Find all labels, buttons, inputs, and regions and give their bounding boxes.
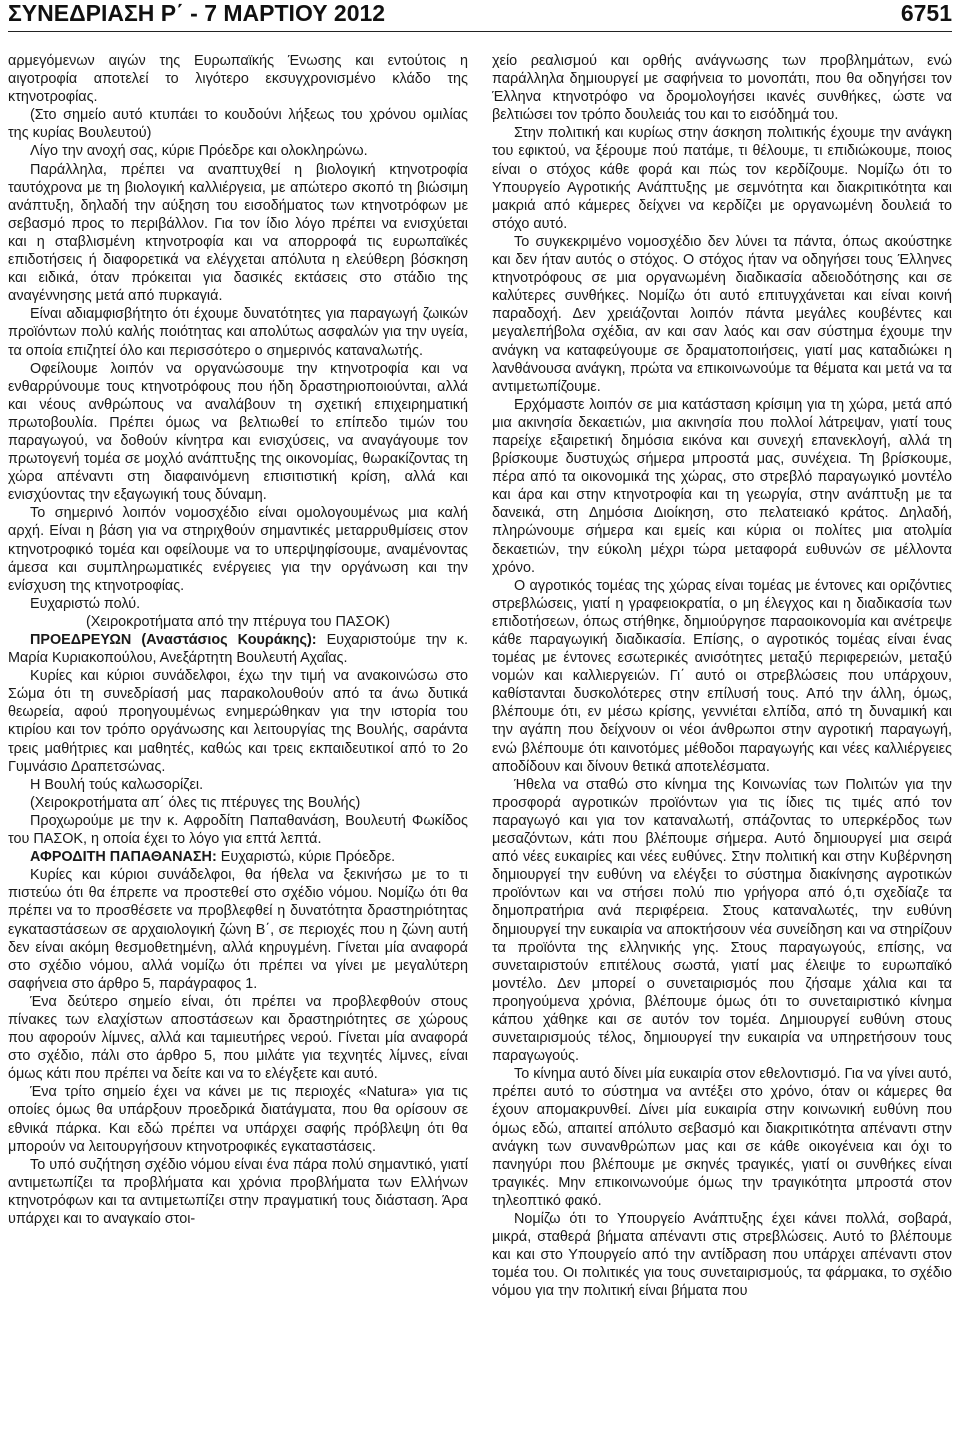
speech-text: Ευχαριστώ, κύριε Πρόεδρε. xyxy=(216,849,396,866)
paragraph: Οφείλουμε λοιπόν να οργανώσουμε την κτηνοτροφία και να ενθαρρύνουμε τους κτηνοτρόφους που ήδη δραστηριοποιούνται, αλλά και νέους ανθρώπους να αναλάβουν τη σχετική επιχειρηματική πρωτοβουλία. Πρέπει όμως να βελτιωθεί το επίπεδο τιμών του παραγωγού, να δοθούν κίνητρα και ενισχύσεις, να αναγάγουμε τον πρωτογενή τομέα σε μοχλό ανάπτυξης της οικονομίας, θωρακίζοντας τη χώρα απέναντι στη διαφαινόμενη επισιτιστική κρίση, αλλά και ενισχύοντας την εξαγωγική τους δύναμη. xyxy=(8,360,468,504)
right-column xyxy=(492,52,952,1434)
paragraph: Η Βουλή τούς καλωσορίζει. xyxy=(30,776,204,793)
paragraph: χείο ρεαλισμού και ορθής ανάγνωσης των προβλημάτων, ενώ παράλληλα δημιουργεί με σαφήνεια το μονοπάτι, που θα οδηγήσει τον Έλληνα κτηνοτρόφο να δρομολογήσει ικανές συνθήκες, ώστε να βελτιώσει τον τρόπο δουλειάς του και το εισόδημά του. xyxy=(492,53,952,124)
speaker-name: ΠΡΟΕΔΡΕΥΩΝ (Αναστάσιος Κουράκης): xyxy=(30,632,317,648)
paragraph: Ένα δεύτερο σημείο είναι, ότι πρέπει να προβλεφθούν στους πίνακες των ελαχίστων αποστάσεων και δραστηριότητες σε χώρους που αφορούν λίμνες, αλλά και ταμιευτήρες νερού. Γίνεται μία αναφορά στο σχέδιο, πάλι στο άρθρο 5, που μιλάτε για τεχνητές λίμνες, είναι όμως κάτι που πρέπει να δείτε και να το ελέγξετε και αυτό. xyxy=(8,993,468,1083)
paragraph: Το κίνημα αυτό δίνει μία ευκαιρία στον εθελοντισμό. Για να γίνει αυτό, πρέπει αυτό το σύστημα να αντέξει στο χρόνο, όταν οι κάμερες θα έχουν απομακρυνθεί. Δίνει μία ευκαιρία στην κοινωνική ευθύνη που όμως εδώ, απαιτεί απόλυτο σεβασμό και διακριτικότητα απέναντι στην ανάγκη των συνανθρώπων μας και σε κάθε οικογένεια και όχι το πανηγύρι που βλέπουμε με σκηνές τραγικές, γιατί οι συνθήκες είναι τραγικές. Μην επικοινωνούμε όμως την τραγικότητα μπροστά στον τηλεοπτικό φακό. xyxy=(492,1066,952,1209)
paragraph: Νομίζω ότι το Υπουργείο Ανάπτυξης έχει κάνει πολλά, σοβαρά, μικρά, σταθερά βήματα απέναντι στις στρεβλώσεις. Αυτό το βλέπουμε και και στο Υπουργείο από την αντίδραση που υπάρχει απέναντι στον τομέα του. Οι πολιτικές για τους συνεταιρισμούς, τα φάρμακα, το σχέδιο νόμου για την πολιτική είναι βήματα που xyxy=(492,1211,952,1300)
left-column xyxy=(8,52,468,1434)
speaker-paragraph xyxy=(8,631,468,667)
paragraph: Ευχαριστώ πολύ. xyxy=(30,595,141,612)
paragraph: Λίγο την ανοχή σας, κύριε Πρόεδρε και ολοκληρώνω. xyxy=(30,143,368,160)
paragraph: Στην πολιτική και κυρίως στην άσκηση πολιτικής έχουμε την ανάγκη του εφικτού, να ξέρουμε πού πατάμε, τι θέλουμε, τι επιδιώκουμε, ποιος είναι ο στόχος κάθε φορά και πώς τον κερδίζουμε. Νομίζω ότι το Υπουργείο Αγροτικής Ανάπτυξης με σεμνότητα και διακριτικότητα και μακριά από κάμερες δείχνει να κερδίζει με οργανωμένη δουλειά το στόχο αυτό. xyxy=(492,125,952,232)
paragraph: Το σημερινό λοιπόν νομοσχέδιο είναι ομολογουμένως μια καλή αρχή. Είναι η βάση για να στηριχθούν σημαντικές μεταρρυθμίσεις στον κτηνοτροφικό τομέα και οφείλουμε να το υπερψηφίσουμε, αναμένοντας άμεσα και συμπληρωματικές ενέργειες για την οργάνωση και την ενίσχυση της κτηνοτροφίας. xyxy=(8,505,468,594)
paragraph: Κυρίες και κύριοι συνάδελφοι, έχω την τιμή να ανακοινώσω στο Σώμα ότι τη συνεδρίασή μας παρακολουθούν από τα άνω δυτικά θεωρεία, αφού προηγουμένως ενημερώθηκαν για την ιστορία του κτιρίου και τον τρόπο οργάνωσης και λειτουργίας της Βουλής, σαράντα τρεις μαθήτριες και μαθητές, καθώς και τρεις εκπαιδευτικοί από το 2ο Γυμνάσιο Δραπετσώνας. xyxy=(8,668,468,775)
paragraph: Το υπό συζήτηση σχέδιο νόμου είναι ένα πάρα πολύ σημαντικό, γιατί αντιμετωπίζει τα προβλήματα και χρόνια προβλήματα των Ελλήνων κτηνοτρόφων και τα αντιμετωπίζει στην πραγματική τους διάσταση. Άρα υπάρχει και το αναγκαίο στοι- xyxy=(8,1156,468,1227)
paragraph: Ο αγροτικός τομέας της χώρας είναι τομέας με έντονες και οριζόντιες στρεβλώσεις, γιατί η γραφειοκρατία, ο μη έλεγχος και η διαδικασία των επιδοτήσεων, όπως στήθηκε, δημιούργησε παραοικονομία και ανέτρεψε κάθε παραγωγική διαδικασία. Επίσης, ο αγροτικός τομέας είναι ένας τομέας με έντονες εσωτερικές ανισότητες μεταξύ περιφερειών, μεταξύ νομών και καλλιεργειών. Γι΄ αυτό οι στρεβλώσεις που υπάρχουν, καθίστανται δυσκολότερες στην επίλυσή τους. Από την άλλη, όμως, βλέπουμε ότι, εν μέσω κρίσης, γεννιέται ελπίδα, από τη δυναμική και την αγάπη που δείχνουν οι νέοι άνθρωποι στην αγροτική παραγωγή, ενώ βλέπουμε ότι καινοτόμες μέθοδοι παραγωγής και νέες καλλιέργειες αποδίδουν και δίνουν θετικά αποτελέσματα. xyxy=(492,577,952,775)
stage-direction: (Χειροκροτήματα απ΄ όλες τις πτέρυγες της Βουλής) xyxy=(30,794,361,811)
page-number: 6751 xyxy=(900,0,952,26)
paragraph: Ήθελα να σταθώ στο κίνημα της Κοινωνίας των Πολιτών για την προσφορά αγροτικών προϊόντων για τις ίδιες τις τιμές από τον παραγωγό και για τον καταναλωτή, σπάζοντας το υπερκέρδος των μεσαζόντων, κάτι που βλέπουμε σήμερα. Αυτό δημιουργεί μια σειρά από νέες ευκαιρίες και νέες ευθύνες. Στην πολιτική και στην Κυβέρνηση δημιουργεί την ευθύνη να ελέγξει το σύστημα διακίνησης αγροτικών προϊόντων και να στήσει πολύ πιο γρήγορα από ό,τι σχεδίαζε τα δημοπρατήρια ανά περιφέρεια. Στους καταναλωτές, την ευθύνη δημιουργεί την ευκαιρία να αποκτήσουν νέα συνείδηση και να στηρίζουν τα προϊόντα της ελληνικής γης. Στους παραγωγούς, επίσης, να συνεταιριστούν επιτέλους σωστά, γιατί μας έλειψε το ευρωπαϊκό μοντέλο. Δεν μπορεί ο συνεταιρισμός που ζήσαμε χάλια και τα προηγούμενα χρόνια, βλέπουμε όμως ότι το συνεταιριστικό κίνημα κάπου χάθηκε και σε αυτόν τον τομέα. Δημιουργεί ευθύνη στους συνεταιρισμούς τέλος, δημιουργεί την ευκαιρία να υπηρετήσουν τους παραγωγούς. xyxy=(492,776,952,1065)
paragraph: Ερχόμαστε λοιπόν σε μια κατάσταση κρίσιμη για τη χώρα, μετά από μια ακινησία δεκαετιών, μια ακινησία που πολλοί λάτρεψαν, γιατί τους παρείχε εξαιρετική δημόσια εικόνα και συνεχή επανεκλογή, αλλά τη βρίσκουμε δυστυχώς σήμερα μπροστά μας, συνέχεια. Τη βρίσκουμε, πέρα από τα οικονομικά της χώρας, στο στρεβλό παραγωγικό μοντέλο και άρα και στην κτηνοτροφία και τη γεωργία, στην ανάπτυξη με τα δανεικά, στη Δημόσια Διοίκηση, στο πελατειακό κράτος. Δηλαδή, πληρώνουμε σήμερα και εμείς και κύρια οι πολίτες μια ατολμία δεκαετιών, την εύκολη μέχρι τώρα μεταφορά ευθυνών σε μέλλοντα χρόνο. xyxy=(492,396,952,576)
paragraph: Παράλληλα, πρέπει να αναπτυχθεί η βιολογική κτηνοτροφία ταυτόχρονα με τη βιολογική καλλιέργεια, με απώτερο σκοπό τη βιώσιμη ανάπτυξη, δηλαδή την αύξηση του εισοδήματος των κτηνοτρόφων με σεβασμό προς το περιβάλλον. Για τον ίδιο λόγο πρέπει να ενισχύεται και η σταβλισμένη κτηνοτροφία και να απορροφά τις ευρωπαϊκές επιδοτήσεις ή διαφορετικά να ελέγχεται απόλυτα η ελεύθερη βόσκηση και ειδικά, όταν πρόκειται για δασικές εκτάσεις στο στάδιο της αναγέννησης μετά από πυρκαγιά. xyxy=(8,161,468,305)
paragraph: Είναι αδιαμφισβήτητο ότι έχουμε δυνατότητες για παραγωγή ζωικών προϊόντων πολύ καλής ποιότητας και απολύτως ασφαλών για την υγεία, τα οποία επιζητεί όλο και περισσότερο ο σημερινός καταναλωτής. xyxy=(8,306,468,359)
paragraph: αρμεγόμενων αιγών της Ευρωπαϊκής Ένωσης και εντούτοις η αιγοτροφία αποτελεί το λιγότερο εκσυγχρονισμένο κλάδο της κτηνοτροφίας. xyxy=(8,53,468,106)
paragraph: Ένα τρίτο σημείο έχει να κάνει με τις περιοχές «Natura» για τις οποίες όμως θα υπάρξουν προεδρικά διατάγματα, που θα ορίσουν σε εθνικά πάρκα. Και εδώ πρέπει να υπάρχει σαφής πρόβλεψη ότι θα μπορούν να λειτουργήσουν κτηνοτροφικές εγκαταστάσεις. xyxy=(8,1084,468,1155)
page-header xyxy=(8,0,952,30)
speaker-paragraph xyxy=(8,848,468,866)
speaker-name: ΑΦΡΟΔΙΤΗ ΠΑΠΑΘΑΝΑΣΗ: xyxy=(30,849,217,866)
header-rule xyxy=(8,31,952,32)
stage-direction: (Χειροκροτήματα από την πτέρυγα του ΠΑΣΟΚ) xyxy=(85,613,391,630)
session-title: ΣΥΝΕΔΡΙΑΣΗ Ρ΄ - 7 ΜΑΡΤΙΟΥ 2012 xyxy=(8,0,386,26)
paragraph: Κυρίες και κύριοι συνάδελφοι, θα ήθελα να ξεκινήσω με το τι πιστεύω ότι θα έπρεπε να προστεθεί στο σχέδιο νόμου. Νομίζω ότι θα πρέπει να το προσθέσετε να προβλεφθεί η δυνατότητα δραστηριότητας εγκαταστάσεων σε αρχαιολογική ζώνη Β΄, σε περιοχές που η ζώνη αυτή δεν είναι ακόμη θεσμοθετημένη, αλλά κηρυγμένη. Γίνεται μία αναφορά στο σχέδιο νόμου, αλλά νομίζω ότι πρέπει να γίνει με μεγαλύτερη σαφήνεια στο άρθρο 5, παράγραφος 1. xyxy=(8,867,468,992)
paragraph: Προχωρούμε με την κ. Αφροδίτη Παπαθανάση, Βουλευτή Φωκίδος του ΠΑΣΟΚ, η οποία έχει το λόγο για επτά λεπτά. xyxy=(8,812,468,848)
stage-direction: (Στο σημείο αυτό κτυπάει το κουδούνι λήξεως του χρόνου ομιλίας της κυρίας Βουλευτού) xyxy=(8,107,468,142)
text-columns xyxy=(8,52,952,1434)
speech-text: Ευχαριστούμε την κ. Μαρία Κυριακοπούλου, Ανεξάρτητη Βουλευτή Αχαΐας. xyxy=(8,632,468,667)
paragraph: Το συγκεκριμένο νομοσχέδιο δεν λύνει τα πάντα, όπως ακούστηκε και δεν ήταν αυτός ο στόχος. Ο στόχος ήταν να οδηγήσει τους Έλληνες κτηνοτρόφους σε μια οργανωμένη διαδικασία αδειοδότησης και σε καλύτερες συνθήκες. Νομίζω ότι αυτό επιτυγχάνεται και είναι κοινή παραδοχή. Δεν χρειάζονται λοιπόν πάντα μεγάλες κουβέντες και μεγαλεπήβολα σχέδια, αν και σαν λαός και σαν σύστημα έχουμε την ανάγκη να καταφεύγουμε σε δραματοποιήσεις, γιατί μας καταδιώκει η λανθάνουσα ανάγκη, πρώτα να επικοινωνούμε τα θέματα και μετά να τα αντιμετωπίζουμε. xyxy=(492,233,952,395)
